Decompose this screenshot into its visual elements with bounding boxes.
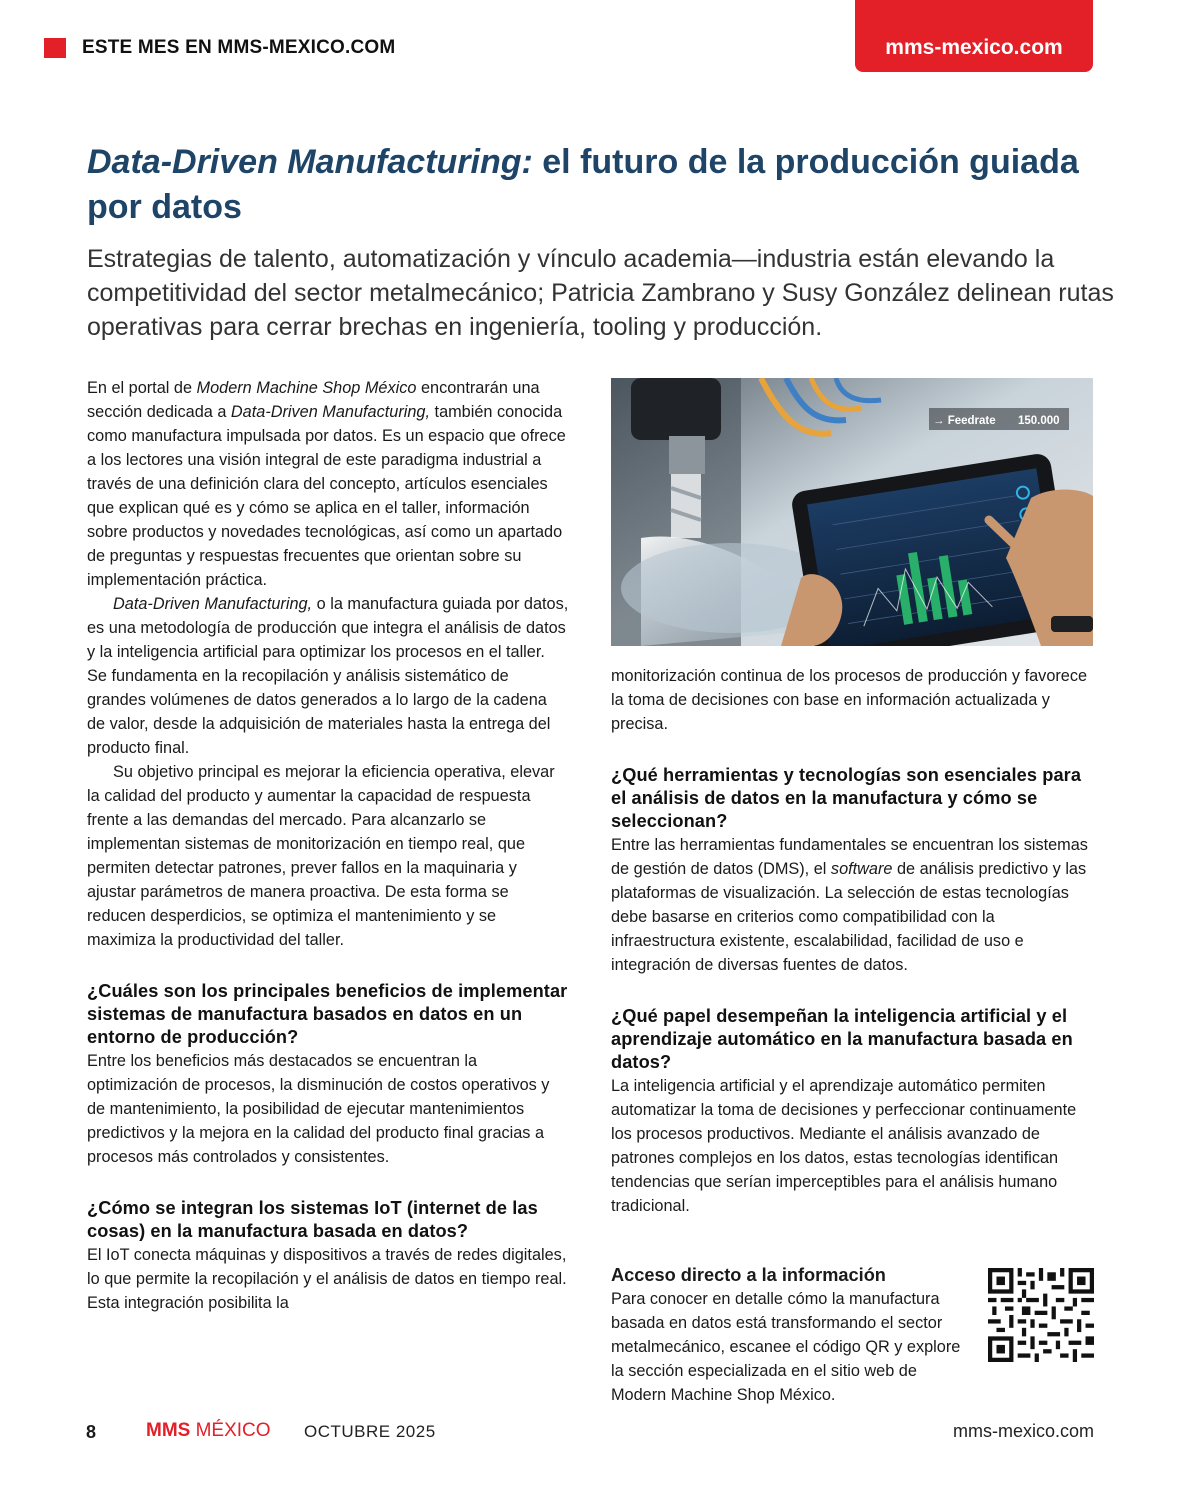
article-photo xyxy=(611,378,1093,646)
text-run: En el portal de xyxy=(87,379,197,397)
title-rest: el futuro de la producción guiada por datos xyxy=(87,143,1079,226)
section-marker-square xyxy=(44,38,66,58)
access-body xyxy=(611,1287,971,1407)
access-heading: Acceso directo a la información xyxy=(611,1265,886,1285)
cnc-tablet-illustration xyxy=(611,378,1093,646)
intro-paragraph-1 xyxy=(87,376,569,592)
question-2-heading: ¿Cómo se integran los sistemas IoT (internet de las cosas) en la manufactura basada en datos? xyxy=(87,1198,538,1241)
magazine-brand xyxy=(146,1420,271,1442)
qr-code-icon[interactable] xyxy=(988,1268,1094,1362)
text-run: también conocida como manufactura impulsada por datos. Es un espacio que ofrece a los lectores una visión integral de este paradigma industrial a través de una definición clara del concepto, artículos esenciales que explican qué es y cómo se aplica en el taller, información sobre productos y novedades tecnológicas, así como un apartado de preguntas y respuestas frecuentes que orientan sobre su implementación práctica. xyxy=(87,403,566,589)
access-box xyxy=(611,1264,971,1407)
article-subtitle: Estrategias de talento, automatización y vínculo academia—industria están elevando la competitividad del sector metalmecánico; Patricia Zambrano y Susy González delinean rutas operativas para cerrar brechas en ingeniería, tooling y producción. xyxy=(87,245,1114,341)
site-tab[interactable] xyxy=(855,0,1093,72)
issue-date: OCTUBRE 2025 xyxy=(304,1422,436,1441)
title-italic: Data-Driven Manufacturing: xyxy=(87,143,533,181)
feedrate-label: → Feedrate xyxy=(933,415,996,427)
publication-name: Modern Machine Shop México. xyxy=(611,1386,836,1404)
intro-paragraph-3: Su objetivo principal es mejorar la eficiencia operativa, elevar la calidad del producto y aumentar la capacidad de respuesta frente a las demandas del mercado. Para alcanzarlo se implementan sistemas de monitorización en tiempo real, que permiten detectar patrones, prever fallos en la maquinaria y ajustar parámetros de manera proactiva. De esta forma se reducen desperdicios, se optimiza el mantenimiento y se maximiza la productividad del taller. xyxy=(87,763,555,949)
section-label: ESTE MES EN MMS-MEXICO.COM xyxy=(82,37,396,58)
text-run: o la manufactura guiada por datos, es una metodología de producción que integra el análisis de datos y la inteligencia artificial para optimizar los procesos en el taller. Se fundamenta en la recopilación y análisis sistemático de grandes volúmenes de datos generados a lo largo de la cadena de valor, desde la adquisición de materiales hasta la entrega del producto final. xyxy=(87,595,569,757)
text-run: Entre las herramientas fundamentales se encuentran los sistemas de gestión de datos (DMS), el xyxy=(611,836,1088,878)
question-1-body: Entre los beneficios más destacados se encuentran la optimización de procesos, la disminución de costos operativos y de mantenimiento, la posibilidad de ejecutar mantenimientos predictivos y la mejora en la calidad del producto final gracias a procesos más controlados y consistentes. xyxy=(87,1052,550,1166)
page-number: 8 xyxy=(86,1422,97,1442)
question-2-body-right: monitorización continua de los procesos de producción y favorece la toma de decisiones con base en información actualizada y precisa. xyxy=(611,667,1088,733)
question-4-body: La inteligencia artificial y el aprendizaje automático permiten automatizar la toma de decisiones y perfeccionar continuamente los procesos productivos. Mediante el análisis avanzado de patrones complejos en los datos, estas tecnologías identifican tendencias que serían imperceptibles para el análisis humano tradicional. xyxy=(611,1077,1077,1215)
left-column xyxy=(87,376,569,1315)
term-italic: Data-Driven Manufacturing, xyxy=(230,403,431,421)
question-3-heading: ¿Qué herramientas y tecnologías son esenciales para el análisis de datos en la manufactura y cómo se seleccionan? xyxy=(611,765,1082,831)
brand-light: MÉXICO xyxy=(190,1420,271,1441)
article-title xyxy=(87,140,1107,230)
intro-paragraph-2 xyxy=(87,592,569,760)
feedrate-value: 150.000 xyxy=(1018,415,1060,427)
text-run: encontrarán una sección dedicada a xyxy=(87,379,540,421)
site-tab-url[interactable]: mms-mexico.com xyxy=(885,36,1063,59)
question-4-heading: ¿Qué papel desempeñan la inteligencia artificial y el aprendizaje automático en la manufactura basada en datos? xyxy=(611,1006,1073,1072)
question-2-body-left: El IoT conecta máquinas y dispositivos a través de redes digitales, lo que permite la recopilación y el análisis de datos en tiempo real. Esta integración posibilita la xyxy=(87,1246,567,1312)
footer-url[interactable]: mms-mexico.com xyxy=(952,1421,1094,1441)
publication-name: Modern Machine Shop México xyxy=(196,379,417,397)
question-3-body xyxy=(611,833,1093,977)
right-column xyxy=(611,664,1093,1218)
term-italic: Data-Driven Manufacturing, xyxy=(113,595,313,613)
text-run: de análisis predictivo y las plataformas de visualización. La selección de estas tecnologías debe basarse en criterios como compatibilidad con la infraestructura existente, escalabilidad, facilidad de uso e integración de diversas fuentes de datos. xyxy=(611,860,1087,974)
brand-bold: MMS xyxy=(146,1420,191,1441)
text-run: Para conocer en detalle cómo la manufactura basada en datos está transformando el sector metalmecánico, escanee el código QR y explore la sección especializada en el sitio web de xyxy=(611,1290,961,1380)
question-1-heading: ¿Cuáles son los principales beneficios de implementar sistemas de manufactura basados en datos en un entorno de producción? xyxy=(87,981,568,1047)
term-italic: software xyxy=(830,860,893,878)
